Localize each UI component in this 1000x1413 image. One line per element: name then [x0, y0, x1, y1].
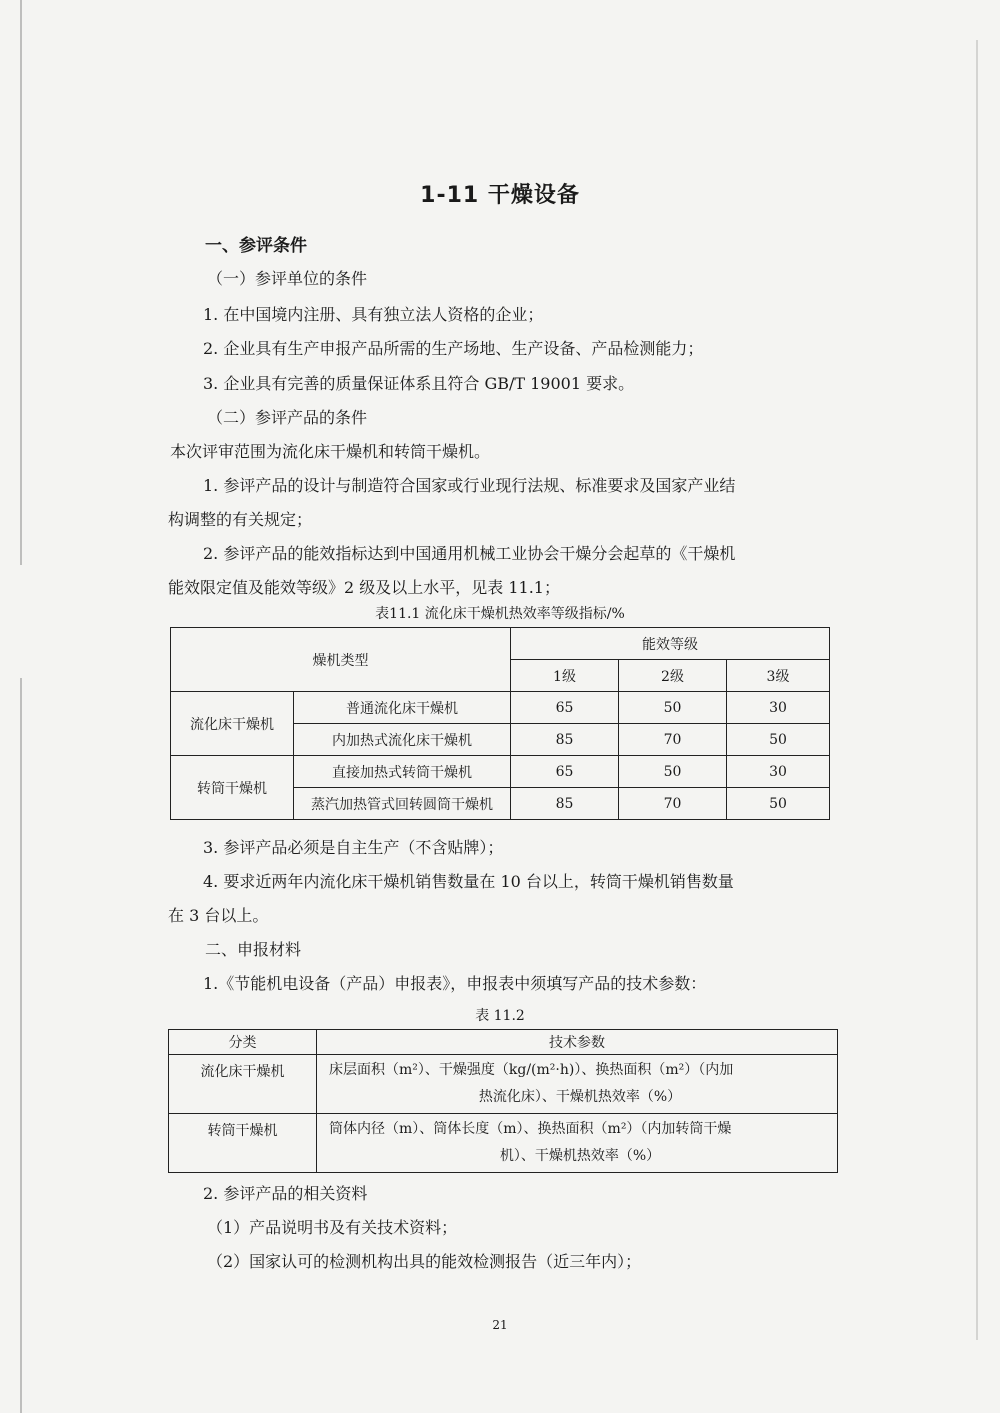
- scan-edge-left: [20, 0, 22, 1413]
- unit-condition-2: 2. 企业具有生产申报产品所需的生产场地、生产设备、产品检测能力；: [203, 339, 704, 358]
- subsection-heading-1: （一）参评单位的条件: [207, 269, 368, 288]
- cell-value: 30: [727, 692, 830, 724]
- product-condition-1-line1: 1. 参评产品的设计与制造符合国家或行业现行法规、标准要求及国家产业结: [203, 476, 736, 495]
- page-number: 21: [492, 1318, 508, 1332]
- parameter-line: 床层面积（m²）、干燥强度（kg/(m²·h)）、换热面积（m²）（内加: [329, 1062, 734, 1078]
- col-category: 分类: [169, 1030, 317, 1055]
- row-type: 普通流化床干燥机: [294, 692, 511, 724]
- group-fluid-bed: 流化床干燥机: [171, 692, 294, 756]
- parameter-line: 热流化床）、干燥机热效率（%）: [478, 1089, 682, 1105]
- group-rotary-drum: 转筒干燥机: [171, 756, 294, 820]
- cell-value: 70: [619, 788, 727, 820]
- parameter-cell: [317, 1114, 838, 1173]
- category-fluid-bed: 流化床干燥机: [169, 1055, 317, 1114]
- col-grade-2: 2级: [619, 660, 727, 692]
- subsection-heading-2: （二）参评产品的条件: [207, 408, 368, 427]
- category-rotary-drum: 转筒干燥机: [169, 1114, 317, 1173]
- cell-value: 85: [511, 788, 619, 820]
- col-efficiency-grade: 能效等级: [511, 628, 830, 660]
- cell-value: 50: [727, 788, 830, 820]
- product-condition-4-line1: 4. 要求近两年内流化床干燥机销售数量在 10 台以上，转筒干燥机销售数量: [203, 872, 734, 891]
- row-type: 直接加热式转筒干燥机: [294, 756, 511, 788]
- cell-value: 50: [727, 724, 830, 756]
- table2-caption: 表 11.2: [475, 1008, 525, 1024]
- table1-caption: 表11.1 流化床干燥机热效率等级指标/%: [375, 606, 625, 622]
- parameter-line: 机）、干燥机热效率（%）: [499, 1148, 661, 1164]
- col-parameters: 技术参数: [317, 1030, 838, 1055]
- row-type: 蒸汽加热管式回转圆筒干燥机: [294, 788, 511, 820]
- unit-condition-3: 3. 企业具有完善的质量保证体系且符合 GB/T 19001 要求。: [203, 374, 635, 393]
- cell-value: 50: [619, 756, 727, 788]
- table-row: [169, 1055, 838, 1114]
- unit-condition-1: 1. 在中国境内注册、具有独立法人资格的企业；: [203, 305, 544, 324]
- section-heading-2: 二、申报材料: [205, 940, 302, 959]
- scan-edge-right: [976, 40, 978, 1340]
- cell-value: 70: [619, 724, 727, 756]
- cell-value: 65: [511, 692, 619, 724]
- cell-value: 50: [619, 692, 727, 724]
- cell-value: 85: [511, 724, 619, 756]
- material-2-item-1: （1）产品说明书及有关技术资料；: [207, 1218, 458, 1237]
- scope-text: 本次评审范围为流化床干燥机和转筒干燥机。: [170, 442, 491, 461]
- table-row: [171, 756, 830, 788]
- product-condition-2-line1: 2. 参评产品的能效指标达到中国通用机械工业协会干燥分会起草的《干燥机: [203, 544, 736, 563]
- cell-value: 30: [727, 756, 830, 788]
- technical-parameter-table: [168, 1029, 838, 1173]
- page-title: 1-11 干燥设备: [420, 183, 580, 208]
- cell-value: 65: [511, 756, 619, 788]
- table-row: [169, 1114, 838, 1173]
- table-row: [171, 692, 830, 724]
- product-condition-2-line2: 能效限定值及能效等级》2 级及以上水平，见表 11.1；: [168, 578, 560, 597]
- material-2-item-2: （2）国家认可的检测机构出具的能效检测报告（近三年内）；: [207, 1252, 642, 1271]
- efficiency-grade-table: [170, 627, 830, 820]
- material-1: 1.《节能机电设备（产品）申报表》，申报表中须填写产品的技术参数：: [203, 974, 707, 993]
- section-heading-1: 一、参评条件: [205, 236, 307, 256]
- product-condition-3: 3. 参评产品必须是自主生产（不含贴牌）；: [203, 838, 504, 857]
- parameter-line: 筒体内径（m）、筒体长度（m）、换热面积（m²）（内加转筒干燥: [329, 1121, 732, 1137]
- col-grade-3: 3级: [727, 660, 830, 692]
- material-2: 2. 参评产品的相关资料: [203, 1184, 368, 1203]
- product-condition-4-line2: 在 3 台以上。: [168, 906, 269, 925]
- parameter-cell: [317, 1055, 838, 1114]
- row-type: 内加热式流化床干燥机: [294, 724, 511, 756]
- product-condition-1-line2: 构调整的有关规定；: [168, 510, 313, 529]
- col-machine-type: 燥机类型: [171, 628, 511, 692]
- col-grade-1: 1级: [511, 660, 619, 692]
